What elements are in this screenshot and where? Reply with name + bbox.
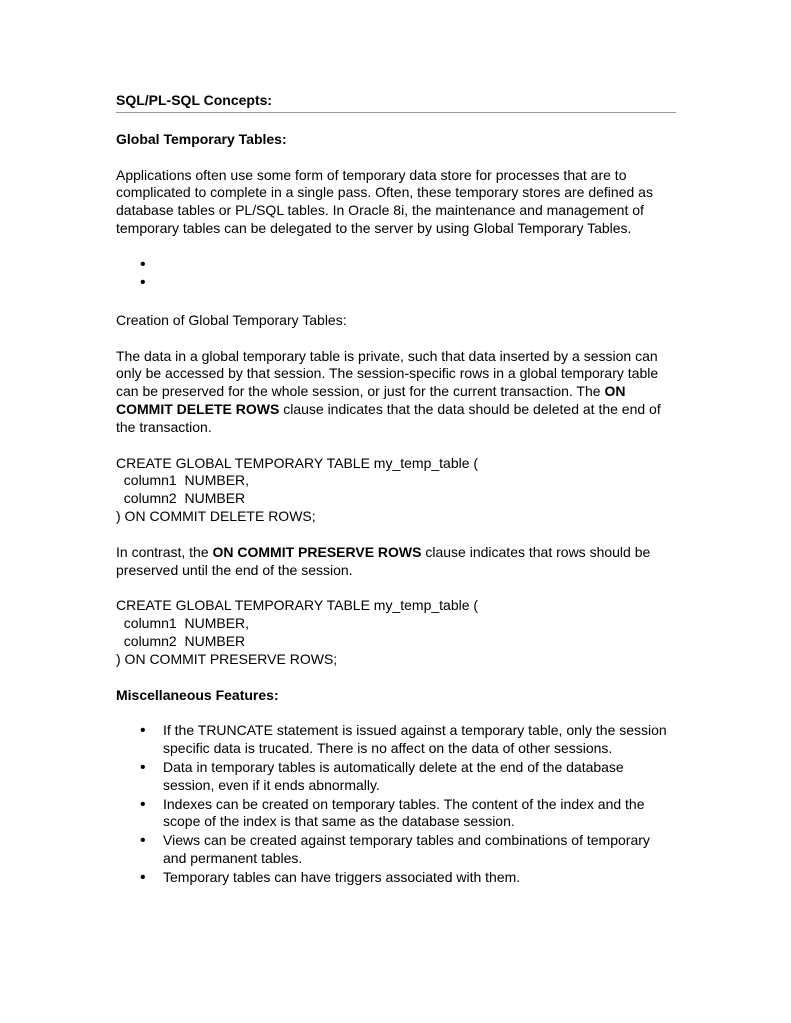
list-item: • If the TRUNCATE statement is issued against a temporary table, only the session specific data is trucated. There is no affect on the data of other sessions. bbox=[116, 722, 676, 758]
contrast-text-before: In contrast, the bbox=[116, 543, 213, 560]
empty-bullet-item bbox=[116, 256, 676, 274]
empty-bullet-item bbox=[116, 274, 676, 292]
on-commit-preserve-rows-keyword: ON COMMIT PRESERVE ROWS bbox=[212, 543, 422, 560]
creation-heading: Creation of Global Temporary Tables: bbox=[116, 311, 347, 328]
list-item: • Indexes can be created on temporary tables. The content of the index and the scope of the index is that same as the database session. bbox=[116, 796, 676, 832]
contrast-text-after: clause indicates that rows should be preserved until the end of the session. bbox=[116, 543, 651, 578]
private-paragraph-text-after: clause indicates that the data should be deleted at the end of the transaction. bbox=[116, 400, 661, 435]
misc-features-list bbox=[116, 722, 676, 886]
private-data-paragraph bbox=[116, 348, 676, 437]
code-block-delete-rows: CREATE GLOBAL TEMPORARY TABLE my_temp_table ( column1 NUMBER, column2 NUMBER ) ON COMMIT DELETE ROWS; bbox=[116, 454, 479, 524]
section-heading-global-temp-tables: Global Temporary Tables: bbox=[116, 130, 287, 147]
code-block-preserve-rows: CREATE GLOBAL TEMPORARY TABLE my_temp_table ( column1 NUMBER, column2 NUMBER ) ON COMMIT PRESERVE ROWS; bbox=[116, 597, 479, 667]
empty-bullet-list bbox=[116, 256, 676, 292]
page-title: SQL/PL-SQL Concepts: bbox=[116, 92, 676, 113]
list-item: • Data in temporary tables is automatically delete at the end of the database session, even if it ends abnormally. bbox=[116, 759, 676, 795]
list-item: • Views can be created against temporary tables and combinations of temporary and permanent tables. bbox=[116, 832, 676, 868]
section-heading-misc-features: Miscellaneous Features: bbox=[116, 686, 279, 703]
document-content bbox=[116, 92, 676, 888]
list-item: • Temporary tables can have triggers associated with them. bbox=[116, 869, 676, 887]
contrast-paragraph bbox=[116, 544, 676, 580]
intro-paragraph: Applications often use some form of temporary data store for processes that are to complicated to complete in a single pass. Often, these temporary stores are defined as database tables or PL/SQL tables. In Oracle 8i, the maintenance and management of temporary tables can be delegated to the server by using Global Temporary Tables. bbox=[116, 166, 653, 236]
on-commit-delete-rows-keyword: ON COMMIT DELETE ROWS bbox=[116, 383, 626, 417]
private-paragraph-text-before: The data in a global temporary table is private, such that data inserted by a session can only be accessed by that session. The session-specific rows in a global temporary table can be preserved for the whole session, or just for the current transaction. The bbox=[116, 347, 659, 400]
